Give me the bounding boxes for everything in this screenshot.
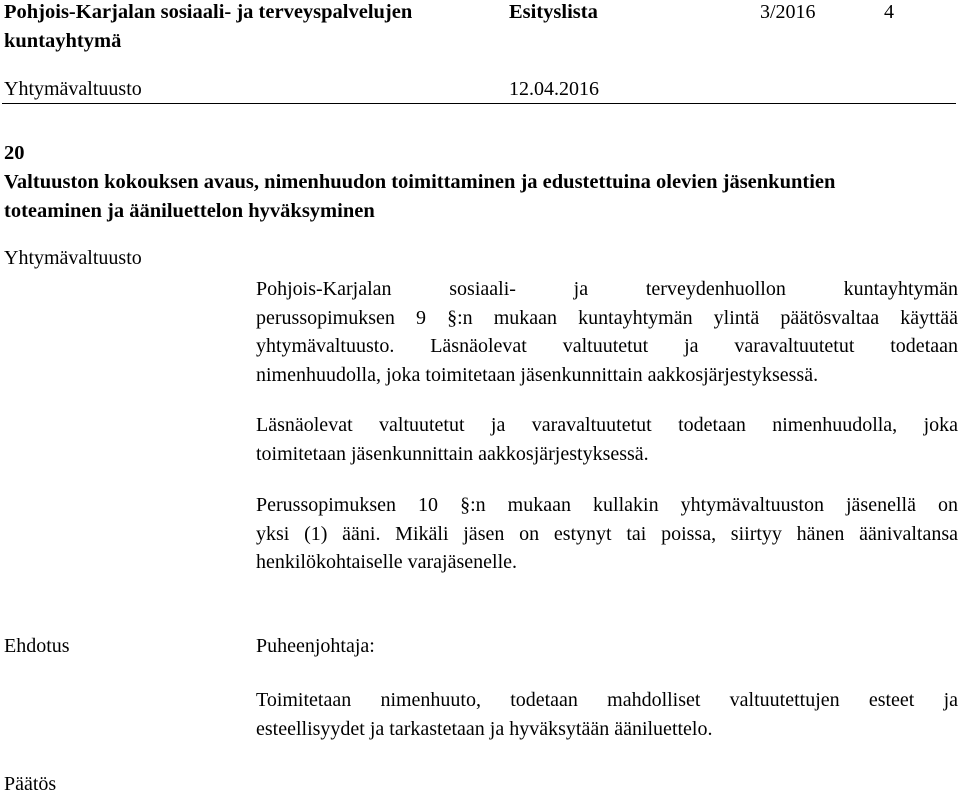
proposal-presenter: Puheenjohtaja: — [256, 635, 375, 657]
proposal-text — [256, 686, 958, 743]
paragraph-2 — [256, 411, 958, 468]
organization-name-line1: Pohjois-Karjalan sosiaali- ja terveyspalvelujen — [4, 1, 413, 23]
paragraph-line: toimitetaan jäsenkunnittain aakkosjärjestyksessä. — [256, 442, 649, 465]
paragraph-line: Perussopimuksen 10 §:n mukaan kullakin yhtymävaltuuston jäsenellä on — [256, 494, 958, 516]
preparer-label: Yhtymävaltuusto — [4, 247, 142, 269]
paragraph-line: yhtymävaltuusto. Läsnäolevat valtuutetut ja varavaltuutetut todetaan — [256, 335, 958, 357]
header-divider — [2, 103, 956, 104]
paragraph-3 — [256, 491, 958, 577]
paragraph-line: Toimitetaan nimenhuuto, todetaan mahdolliset valtuutettujen esteet ja — [256, 689, 958, 711]
meeting-date: 12.04.2016 — [509, 78, 599, 100]
paragraph-line: Pohjois-Karjalan sosiaali- ja terveydenhuollon kuntayhtymän — [256, 278, 958, 300]
paragraph-line: nimenhuudolla, joka toimitetaan jäsenkunnittain aakkosjärjestyksessä. — [256, 363, 819, 386]
paragraph-line: Läsnäolevat valtuutetut ja varavaltuutetut todetaan nimenhuudolla, joka — [256, 414, 958, 436]
section-title-line2: toteaminen ja ääniluettelon hyväksyminen — [4, 200, 375, 222]
paragraph-line: yksi (1) ääni. Mikäli jäsen on estynyt tai poissa, siirtyy hänen äänivaltansa — [256, 522, 958, 545]
section-title-line1: Valtuuston kokouksen avaus, nimenhuudon toimittaminen ja edustettuina olevien jäsenkuntien — [4, 171, 836, 193]
decision-label: Päätös — [4, 773, 57, 795]
document-number: 3/2016 — [760, 1, 816, 23]
paragraph-1 — [256, 275, 958, 389]
document-type: Esityslista — [509, 1, 598, 23]
paragraph-line: perussopimuksen 9 §:n mukaan kuntayhtymän ylintä päätösvaltaa käyttää — [256, 306, 958, 329]
page-number: 4 — [884, 1, 894, 23]
section-number: 20 — [4, 142, 25, 164]
organization-name-line2: kuntayhtymä — [4, 30, 122, 52]
paragraph-line: henkilökohtaiselle varajäsenelle. — [256, 551, 518, 573]
proposal-label: Ehdotus — [4, 635, 70, 657]
meeting-body: Yhtymävaltuusto — [4, 78, 142, 100]
paragraph-line: esteellisyydet ja tarkastetaan ja hyväksytään ääniluettelo. — [256, 717, 713, 740]
